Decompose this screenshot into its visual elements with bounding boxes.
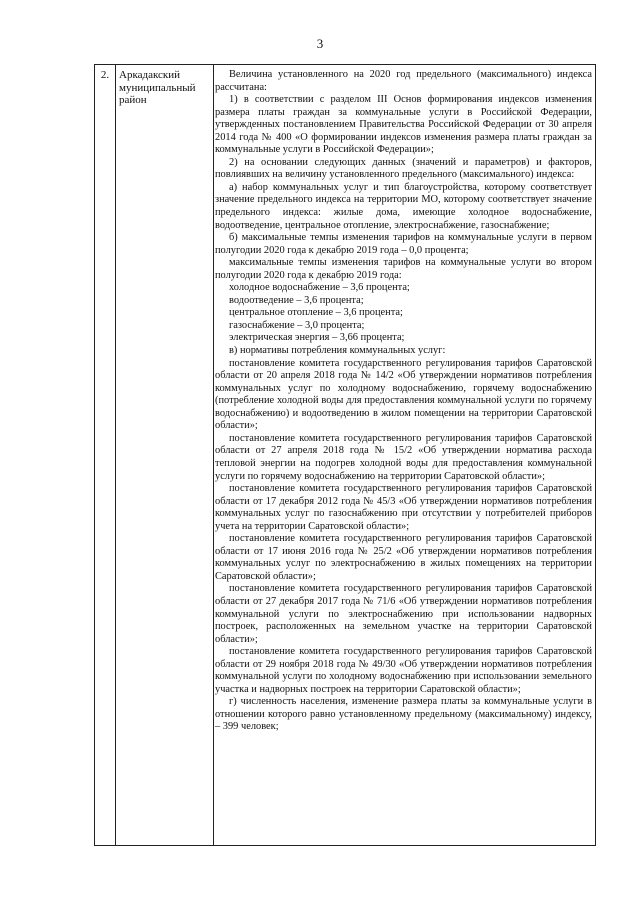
paragraph: центральное отопление – 3,6 процента; bbox=[229, 307, 403, 319]
index-description bbox=[215, 69, 592, 734]
paragraph: 2) на основании следующих данных (значений и параметров) и факторов, повлиявших на величину установленного предельного (максимального) индекса: bbox=[215, 156, 592, 181]
district-name bbox=[119, 69, 211, 107]
column-divider bbox=[115, 65, 116, 845]
paragraph: г) численность населения, изменение размера платы за коммунальные услуги в отношении которого равно установленному предельному (максимальному) индексу, – 399 человек; bbox=[215, 696, 592, 733]
paragraph: постановление комитета государственного регулирования тарифов Саратовской области от 27 декабря 2017 года № 71/6 «Об утверждении нормативов потребления коммунальной услуги по электроснабжению при использовании надворных построек, расположенных на земельном участке на территории Саратовской области»; bbox=[215, 583, 592, 645]
paragraph: постановление комитета государственного регулирования тарифов Саратовской области от 29 ноября 2018 года № 49/30 «Об утверждении нормативов потребления коммунальной услуги по холодному водоснабжению при использовании земельного участка и надворных построек на территории Саратовской области»; bbox=[215, 646, 592, 695]
column-divider bbox=[213, 65, 214, 845]
index-table bbox=[94, 64, 596, 846]
paragraph: постановление комитета государственного регулирования тарифов Саратовской области от 17 июня 2016 года № 25/2 «Об утверждении нормативов потребления коммунальных услуг по электроснабжению в жилых помещениях на территории Саратовской области»; bbox=[215, 533, 592, 582]
district-name-line: район bbox=[119, 94, 147, 107]
paragraph: электрическая энергия – 3,66 процента; bbox=[229, 332, 405, 344]
paragraph: 1) в соответствии с разделом III Основ формирования индексов изменения размера платы граждан за коммунальные услуги в Российской Федерации, утвержденных постановлением Правительства Российской Федерации от 30 апреля 2014 года № 400 «О формировании индексов изменения размера платы граждан за коммунальные услуги в Российской Федерации»; bbox=[215, 94, 592, 156]
paragraph: водоотведение – 3,6 процента; bbox=[229, 294, 364, 306]
paragraph: б) максимальные темпы изменения тарифов на коммунальные услуги в первом полугодии 2020 года к декабрю 2019 года – 0,0 процента; bbox=[215, 232, 592, 256]
paragraph: постановление комитета государственного регулирования тарифов Саратовской области от 27 апреля 2018 года № 15/2 «Об утверждении норматива расхода тепловой энергии на подогрев холодной воды для предоставления коммунальной услуги по горячему водоснабжению на территории Саратовской области»; bbox=[215, 432, 592, 482]
row-number: 2. bbox=[100, 69, 110, 81]
paragraph: газоснабжение – 3,0 процента; bbox=[229, 319, 365, 331]
paragraph: максимальные темпы изменения тарифов на коммунальные услуги во втором полугодии 2020 года к декабрю 2019 года: bbox=[215, 257, 592, 281]
page-number: 3 bbox=[316, 36, 324, 51]
paragraph: постановление комитета государственного регулирования тарифов Саратовской области от 20 апреля 2018 года № 14/2 «Об утверждении нормативов потребления коммунальных услуг по холодному водоснабжению, горячему водоснабжению (потребление холодной воды для предоставления коммунальной услуги по горячему водоснабжению) и водоотведению в жилом помещении на территории Саратовской области»; bbox=[215, 357, 592, 432]
district-name-line: муниципальный bbox=[119, 81, 196, 94]
paragraph: Величина установленного на 2020 год предельного (максимального) индекса рассчитана: bbox=[215, 69, 592, 93]
paragraph: постановление комитета государственного регулирования тарифов Саратовской области от 17 декабря 2012 года № 45/3 «Об утверждении нормативов потребления коммунальных услуг по газоснабжению при отсутствии у потребителей приборов учета на территории Саратовской области»; bbox=[215, 483, 592, 532]
paragraph: а) набор коммунальных услуг и тип благоустройства, которому соответствует значение предельного индекса на территории МО, которому соответствует значение предельного индекса: жилые дома, имеющие холодное водоснабжение, водоотведение, центральное отопление, электроснабжение, газоснабжение; bbox=[215, 181, 592, 231]
paragraph: в) нормативы потребления коммунальных услуг: bbox=[229, 345, 446, 357]
district-name-line: Аркадакский bbox=[119, 69, 181, 81]
paragraph: холодное водоснабжение – 3,6 процента; bbox=[229, 282, 410, 294]
